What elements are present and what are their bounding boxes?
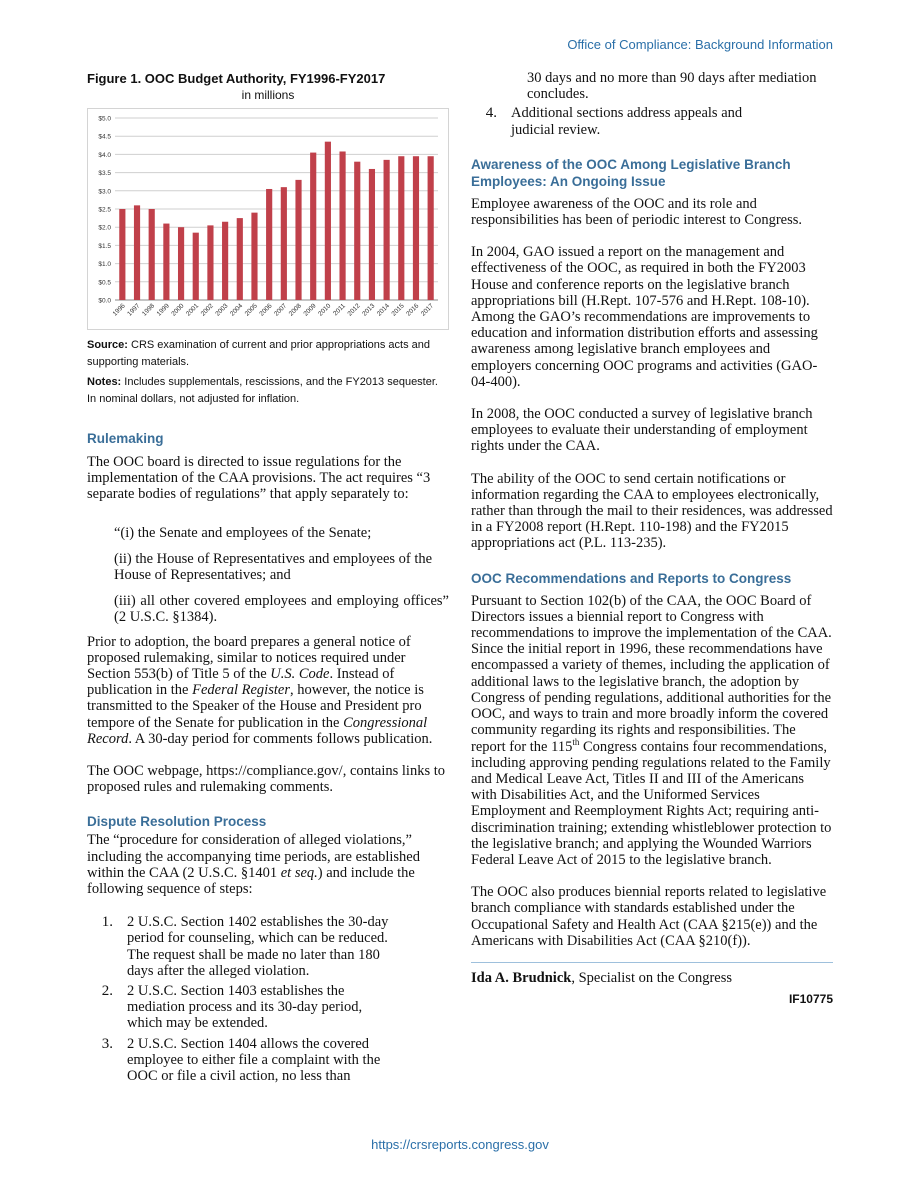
bar (310, 153, 316, 300)
bar (325, 142, 331, 300)
bar (193, 233, 199, 300)
page-header: Office of Compliance: Background Information (567, 37, 833, 52)
budget-chart (87, 108, 449, 330)
step-number: 4. (485, 105, 497, 122)
rulemaking-paragraph-3: The OOC webpage, https://compliance.gov/, contains links to proposed rules and rulemaking comments. (87, 763, 446, 796)
bar (266, 189, 272, 300)
x-tick-label: 2010 (317, 302, 333, 318)
figure-source (87, 337, 449, 371)
rulemaking-heading: Rulemaking (87, 431, 164, 446)
bar (222, 222, 228, 300)
right-column (471, 70, 833, 1006)
step-number: 1. (101, 914, 113, 931)
x-tick-label: 2012 (346, 302, 362, 318)
steps-list (87, 914, 395, 1084)
y-tick-label: $2.5 (98, 206, 111, 214)
rulemaking-p2-text-a: Prior to adoption, the board prepares a general notice of proposed rulemaking, similar to notices required under Section 553(b) of Title 5 of the (87, 633, 411, 683)
dispute-p1-text-b: ) and include the following sequence of steps: (87, 864, 415, 898)
x-tick-label: 2009 (302, 302, 318, 318)
bar (398, 156, 404, 300)
report-id: IF10775 (788, 992, 833, 1007)
bar (354, 162, 360, 300)
y-tick-label: $1.5 (98, 242, 111, 250)
y-tick-label: $4.5 (98, 133, 111, 141)
awareness-paragraph-3: In 2008, the OOC conducted a survey of legislative branch employees to evaluate their understanding of employment rights under the CAA. (471, 406, 813, 455)
x-tick-label: 2004 (229, 302, 245, 318)
recommendations-paragraph-1 (471, 593, 833, 868)
recs-p1-text-a: Pursuant to Section 102(b) of the CAA, the OOC Board of Directors issues a biennial report to Congress with recommendations to improve the implementation of the CAA. Since the initial report in 1996, these recommendations have encompassed a variety of themes, including the application of additional laws to the legislative branch, the adoption by Congress of pending regulations, additional authorities for the OOC, and ways to train and more broadly inform the covered community regarding its rights and responsibilities. The report for the 115 (471, 592, 832, 755)
dispute-heading: Dispute Resolution Process (87, 814, 267, 830)
rulemaking-paragraph-2 (87, 634, 449, 747)
step-text: 2 U.S.C. Section 1404 allows the covered employee to either file a complaint with the OOC or file a civil action, no less than (127, 1035, 381, 1085)
x-tick-label: 2006 (258, 302, 274, 318)
x-tick-label: 2014 (375, 302, 392, 318)
bar (428, 156, 434, 300)
y-tick-label: $3.5 (98, 170, 111, 178)
bar (413, 156, 419, 300)
bar (163, 224, 169, 300)
author-line (471, 970, 833, 986)
x-tick-label: 2015 (390, 302, 406, 318)
awareness-paragraph-2: In 2004, GAO issued a report on the management and effectiveness of the OOC, as required in both the FY2003 House and conference reports on the legislative branch appropriations bill (H.Rept. 107-576 and H.Rept. 108-10). Among the GAO’s recommendations are improvements to education and information distribution efforts and assessing awareness among legislative branch employees and employers concerning OOC programs and activities (GAO-04-400). (471, 244, 818, 390)
ordinal-suffix: th (572, 736, 580, 747)
x-tick-label: 2003 (214, 302, 230, 318)
x-tick-label: 2002 (199, 302, 215, 318)
x-tick-label: 2008 (287, 302, 303, 318)
x-tick-label: 2001 (184, 302, 201, 318)
y-tick-label: $3.0 (98, 188, 111, 196)
x-tick-label: 2016 (405, 302, 421, 318)
y-tick-label: $0.0 (98, 297, 111, 305)
quote-other: (iii) all other covered employees and employing offices” (2 U.S.C. §1384). (114, 593, 449, 626)
bar (281, 187, 287, 300)
author-title: , Specialist on the Congress (571, 969, 733, 986)
budget-chart-svg (88, 109, 448, 329)
step-text: 2 U.S.C. Section 1402 establishes the 30-day period for counseling, which can be reduced. The request shall be made no later than 180 days after the alleged violation. (127, 914, 389, 979)
bar (207, 225, 213, 300)
bar (119, 209, 125, 300)
rulemaking-p2-text-c: , however, the notice is transmitted to the Speaker of the House and President pro tempore of the Senate for publication in the (87, 682, 424, 731)
congressional-record-title: Congressional Record (87, 714, 428, 747)
step-text: Additional sections address appeals and judicial review. (511, 105, 743, 138)
author-divider (471, 962, 833, 963)
us-code-title: U.S. Code (270, 666, 330, 683)
x-tick-label: 2013 (361, 302, 377, 318)
rulemaking-p2-text-d: . A 30-day period for comments follows publication. (128, 730, 433, 747)
x-tick-label: 2000 (170, 302, 186, 318)
quote-senate: “(i) the Senate and employees of the Senate; (114, 524, 372, 541)
footer-url[interactable]: https://crsreports.congress.gov (371, 1137, 549, 1152)
quote-house: (ii) the House of Representatives and employees of the House of Representatives; and (114, 550, 433, 584)
x-tick-label: 2011 (332, 302, 347, 318)
y-tick-label: $1.0 (98, 261, 111, 269)
bar (134, 205, 140, 300)
step-item (87, 983, 395, 1032)
awareness-paragraph-4: The ability of the OOC to send certain notifications or information regarding the CAA to employees electronically, rather than through the mail to their residences, was addressed in a FY2008 report (H.Rept. 110-198) and the FY2015 appropriations act (P.L. 113-235). (471, 470, 833, 552)
x-tick-label: 2007 (273, 302, 289, 318)
y-tick-label: $5.0 (98, 115, 111, 123)
step-item (87, 1036, 395, 1085)
step-3-continued: 30 days and no more than 90 days after mediation concludes. (527, 70, 817, 103)
step-item (471, 105, 779, 137)
recs-p1-text-b: Congress contains four recommendations, including approving pending regulations related to the Family and Medical Leave Act, Titles II and III of the Americans with Disabilities Act, and the Uniformed Services Employment and Reemployment Rights Act; requiring anti-discrimination training; extending whistleblower protection to the legislative branch; and applying the Wounded Warriors Federal Leave Act of 2015 to the legislative branch. (471, 738, 832, 868)
dispute-paragraph-1 (87, 832, 449, 897)
x-tick-label: 1998 (140, 302, 157, 318)
bar (149, 209, 155, 300)
figure-subtitle: in millions (241, 88, 295, 102)
recommendations-paragraph-2: The OOC also produces biennial reports related to legislative branch compliance with standards established under the Occupational Safety and Health Act (CAA §215(e)) and the Americans with Disabilities Act (CAA §210(f)). (471, 884, 827, 949)
x-tick-label: 1996 (111, 302, 127, 318)
step-item (87, 914, 395, 979)
bar (369, 169, 375, 300)
figure-notes (87, 374, 449, 408)
y-tick-label: $2.0 (98, 224, 111, 232)
source-label: Source: (87, 339, 128, 351)
notes-label: Notes: (87, 376, 122, 388)
dispute-p1-text-a: The “procedure for consideration of alleged violations,” including the accompanying time periods, are established within the CAA (2 U.S.C. §1401 (87, 832, 420, 881)
source-text: CRS examination of current and prior appropriations acts and supporting materials. (87, 339, 431, 368)
awareness-heading: Awareness of the OOC Among Legislative Branch Employees: An Ongoing Issue (471, 156, 791, 189)
bar (178, 227, 184, 300)
y-tick-label: $0.5 (98, 279, 111, 287)
x-tick-label: 2005 (243, 302, 259, 318)
step-text: 2 U.S.C. Section 1403 establishes the mediation process and its 30-day period, which may be extended. (127, 983, 363, 1032)
awareness-paragraph-1: Employee awareness of the OOC and its role and responsibilities has been of periodic interest to Congress. (471, 195, 803, 229)
rulemaking-paragraph-1: The OOC board is directed to issue regulations for the implementation of the CAA provisions. The act requires “3 separate bodies of regulations” that apply separately to: (87, 454, 431, 503)
x-tick-label: 1997 (126, 302, 142, 318)
rulemaking-p2-text-b: . Instead of publication in the (87, 666, 395, 699)
x-tick-label: 1999 (155, 302, 171, 318)
left-column (87, 71, 449, 1084)
bar (295, 180, 301, 300)
et-seq: et seq. (280, 864, 318, 881)
federal-register-title: Federal Register (192, 682, 290, 699)
bar (237, 218, 243, 300)
recommendations-heading: OOC Recommendations and Reports to Congress (471, 570, 792, 586)
bar (251, 213, 257, 300)
x-tick-label: 2017 (419, 302, 436, 318)
step-number: 3. (101, 1035, 113, 1052)
author-name: Ida A. Brudnick (471, 969, 572, 986)
bar (339, 151, 345, 300)
step-number: 2. (101, 983, 113, 1000)
figure-title: Figure 1. OOC Budget Authority, FY1996-FY2017 (87, 71, 386, 86)
bar (384, 160, 390, 300)
notes-text: Includes supplementals, rescissions, and the FY2013 sequester. In nominal dollars, not adjusted for inflation. (87, 376, 438, 405)
y-tick-label: $4.0 (98, 151, 111, 159)
